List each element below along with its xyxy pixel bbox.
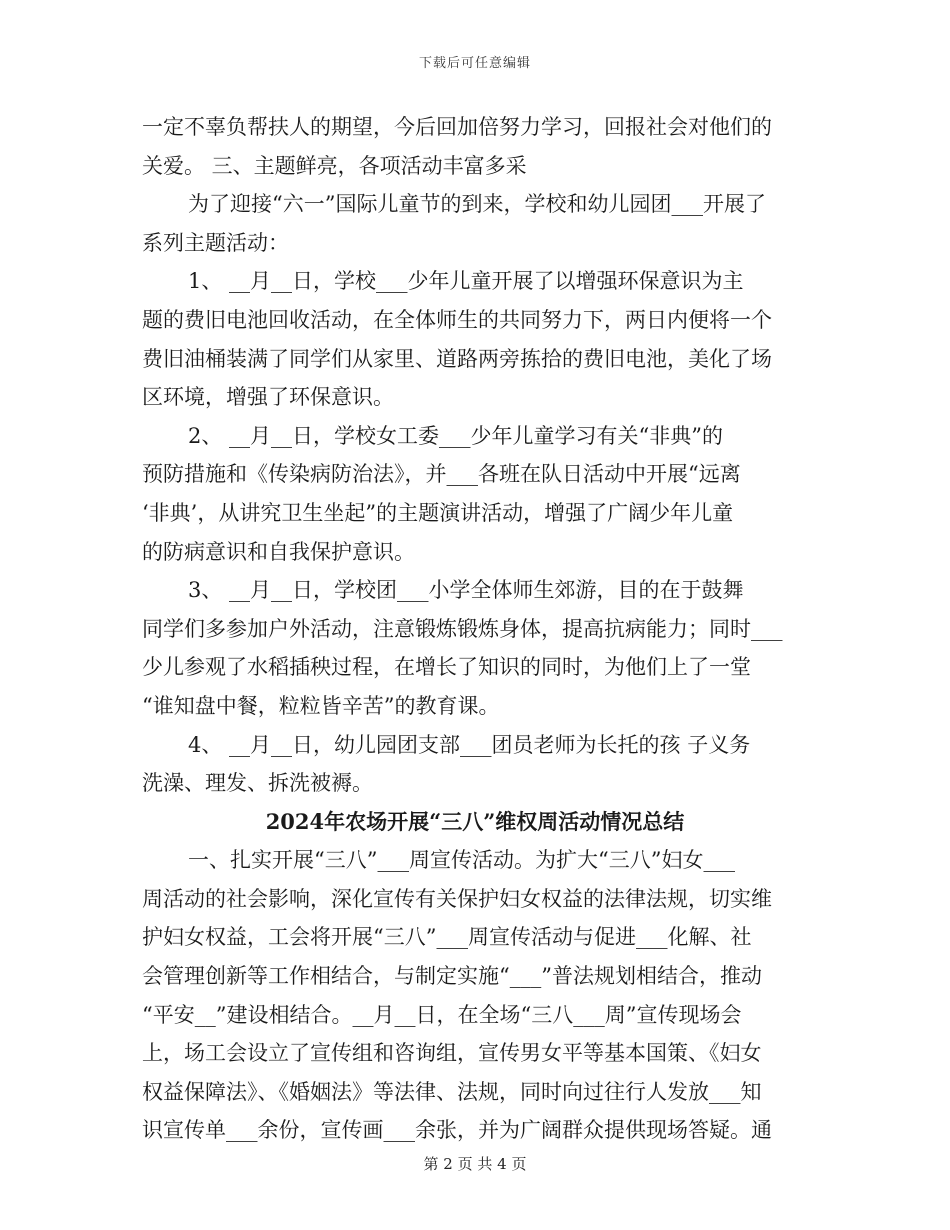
- page-footer: 第 2 页 共 4 页: [423, 1155, 527, 1173]
- text-line: “平安__”建设相结合。__月__日，在全场“三八___周”宣传现场会: [142, 1002, 742, 1027]
- text-line: 周活动的社会影响，深化宣传有关保护妇女权益的法律法规，切实维: [142, 886, 772, 911]
- text-line: “谁知盘中餐，粒粒皆辛苦”的教育课。: [142, 693, 500, 718]
- text-line: 费旧油桶装满了同学们从家里、道路两旁拣拾的费旧电池，美化了场: [142, 346, 772, 371]
- text-line: 护妇女权益，工会将开展“三八”___周宣传活动与促进___化解、社: [142, 925, 752, 950]
- text-line: 关爱。 三、主题鲜亮，各项活动丰富多采: [142, 153, 527, 178]
- text-line: 系列主题活动：: [142, 230, 289, 255]
- text-line: ‘非典’，从讲究卫生坐起”的主题演讲活动，增强了广阔少年儿童: [142, 500, 734, 525]
- text-line: 1、 __月__日，学校___少年儿童开展了以增强环保意识为主: [188, 269, 744, 294]
- text-line: 一定不辜负帮扶人的期望，今后回加倍努力学习，回报社会对他们的: [142, 115, 772, 139]
- text-line: 识宣传单___余份，宣传画___余张，并为广阔群众提供现场答疑。通: [142, 1118, 772, 1143]
- text-line: 2、 __月__日，学校女工委___少年儿童学习有关“非典”的: [188, 423, 724, 448]
- text-line: 区环境，增强了环保意识。: [142, 385, 394, 410]
- section-title: 2024年农场开展“三八”维权周活动情况总结: [265, 808, 685, 834]
- text-line: 预防措施和《传染病防治法》，并___各班在队日活动中开展“远离: [142, 462, 741, 487]
- text-line: 少儿参观了水稻插秧过程，在增长了知识的同时，为他们上了一堂: [142, 655, 751, 680]
- text-line: 会管理创新等工作相结合，与制定实施“___”普法规划相结合，推动: [142, 964, 762, 989]
- text-line: 题的费旧电池回收活动，在全体师生的共同努力下，两日内便将一个: [142, 307, 772, 332]
- text-line: 权益保障法》、《婚姻法》等法律、法规，同时向过往行人发放___知: [142, 1079, 762, 1104]
- page-header: 下载后可任意编辑: [418, 56, 531, 71]
- text-line: 上，场工会设立了宣传组和咨询组，宣传男女平等基本国策、《妇女: [142, 1041, 762, 1066]
- text-line: 3、 __月__日，学校团___小学全体师生郊游，目的在于鼓舞: [188, 578, 744, 603]
- text-line: 同学们多参加户外活动，注意锻炼锻炼身体，提高抗病能力；同时___: [142, 616, 783, 641]
- text-line: 4、 __月__日，幼儿园团支部___团员老师为长托的孩 子义务: [188, 732, 751, 757]
- text-line: 一、扎实开展“三八”___周宣传活动。为扩大“三八”妇女___: [188, 848, 735, 873]
- document-body: [142, 108, 808, 1150]
- text-line: 为了迎接“六一”国际儿童节的到来，学校和幼儿园团___开展了: [188, 192, 766, 217]
- text-line: 的防病意识和自我保护意识。: [142, 539, 415, 564]
- text-line: 洗澡、理发、拆洗被褥。: [142, 771, 373, 796]
